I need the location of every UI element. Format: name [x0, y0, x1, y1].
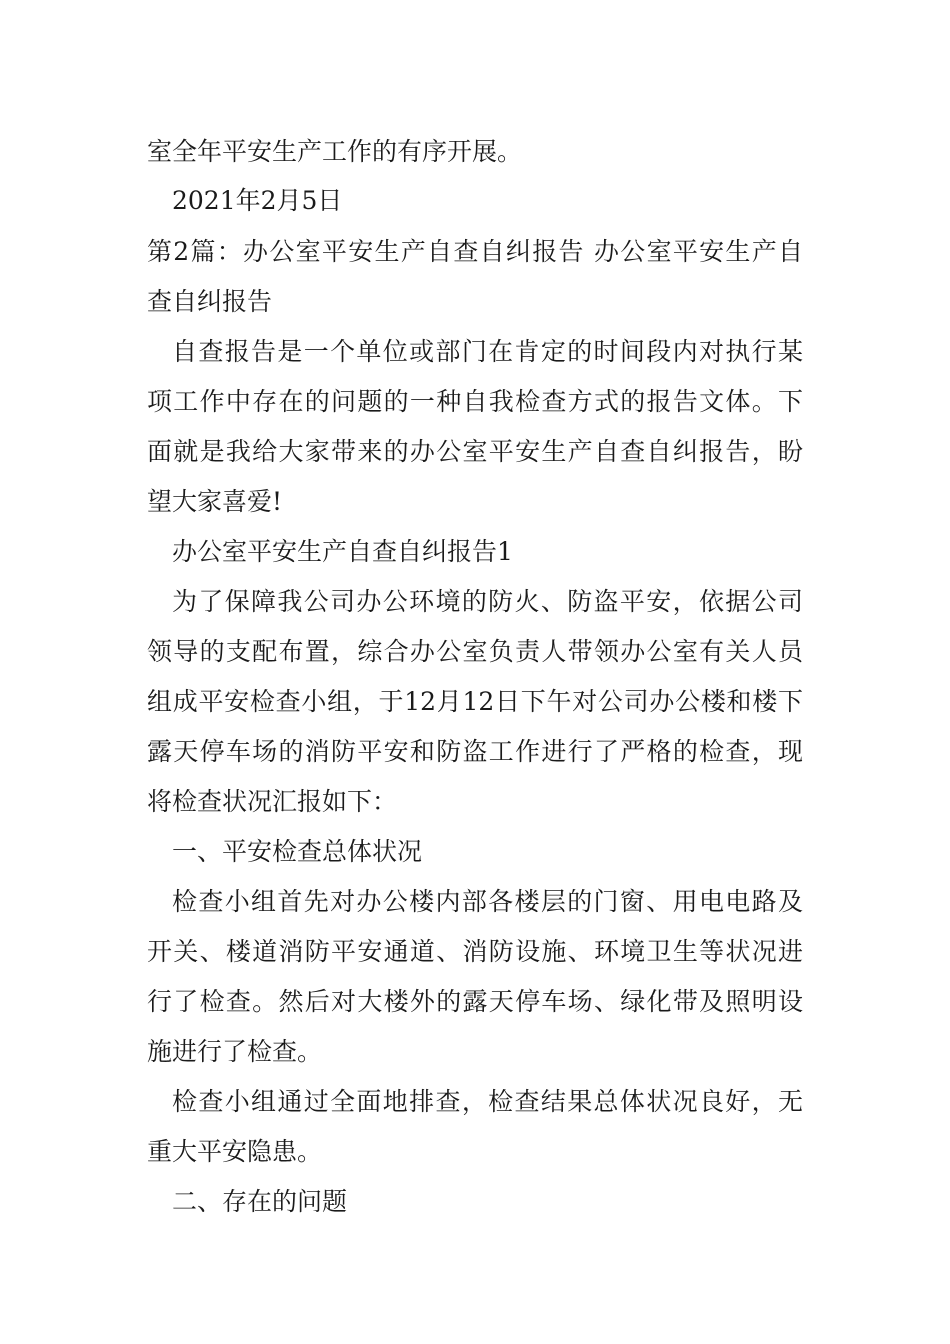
section-title: 一、平安检查总体状况	[172, 837, 423, 866]
text-line: 室全年平安生产工作的有序开展。	[147, 137, 523, 166]
section-title: 二、存在的问题	[172, 1187, 348, 1216]
paragraph-line: 组成平安检查小组，于12月12日下午对公司办公楼和楼下	[147, 687, 803, 716]
paragraph-line: 为了保障我公司办公环境的防火、防盗平安，依据公司	[172, 587, 803, 616]
paragraph-line: 露天停车场的消防平安和防盗工作进行了严格的检查，现	[147, 737, 803, 766]
paragraph-line: 望大家喜爱!	[147, 487, 283, 516]
section-heading-continued: 查自纠报告	[147, 287, 273, 316]
paragraph-line: 重大平安隐患。	[147, 1137, 323, 1166]
paragraph-line: 行了检查。然后对大楼外的露天停车场、绿化带及照明设	[147, 987, 803, 1016]
paragraph-line: 开关、楼道消防平安通道、消防设施、环境卫生等状况进	[147, 937, 803, 966]
subtitle-line: 办公室平安生产自查自纠报告1	[172, 537, 513, 566]
paragraph-line: 面就是我给大家带来的办公室平安生产自查自纠报告，盼	[147, 437, 803, 466]
paragraph-line: 检查小组首先对办公楼内部各楼层的门窗、用电电路及	[172, 887, 803, 916]
paragraph-line: 领导的支配布置，综合办公室负责人带领办公室有关人员	[147, 637, 803, 666]
paragraph-line: 项工作中存在的问题的一种自我检查方式的报告文体。下	[147, 387, 803, 416]
paragraph-line: 检查小组通过全面地排查，检查结果总体状况良好，无	[172, 1087, 803, 1116]
date-line: 2021年2月5日	[172, 186, 343, 215]
paragraph-line: 自查报告是一个单位或部门在肯定的时间段内对执行某	[172, 337, 803, 366]
paragraph-line: 将检查状况汇报如下：	[147, 787, 398, 816]
paragraph-line: 施进行了检查。	[147, 1037, 323, 1066]
section-heading: 第2篇：办公室平安生产自查自纠报告 办公室平安生产自	[147, 237, 803, 266]
